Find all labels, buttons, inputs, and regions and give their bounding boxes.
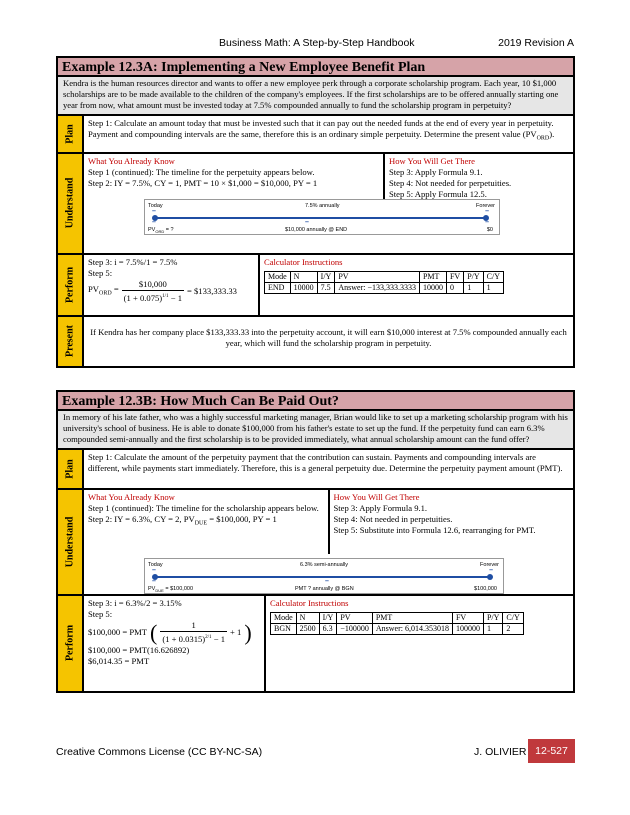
calc-val-3: Answer: −133,333.3333	[335, 282, 420, 293]
calc-val-4: 10000	[419, 282, 446, 293]
pmt-formula: $100,000 = PMT ( $\frac{1}{(1 + 0.0315)^{2/1} - 1}$ + 1 )	[88, 619, 252, 645]
calc-val-0: END	[265, 282, 291, 293]
get-step-3: Step 3: Apply Formula 9.1.	[333, 502, 428, 513]
perform-math	[84, 596, 266, 691]
perform-step-5: Step 5:	[88, 608, 113, 619]
plan-row	[58, 450, 573, 490]
get-step-5: Step 5: Substitute into Formula 12.6, rearranging for PMT.	[333, 525, 536, 536]
perform-step-3: Step 3: i = 6.3%/2 = 3.15%	[88, 597, 182, 608]
timeline-end-value: $100,000	[474, 585, 497, 592]
know-step-2: Step 2: IY = 6.3%, CY = 2, $PV_{DUE}$ = $100,000, PY = 1	[88, 514, 277, 527]
timeline-rate: 7.5% annually	[305, 203, 340, 210]
timeline-pmt: $10,000 annually @ END	[285, 227, 348, 234]
calc-val-5: 0	[446, 282, 463, 293]
calc-val-2: 6.3	[319, 623, 337, 634]
calc-val-2: 7.5	[317, 282, 335, 293]
calc-col-6: P/Y	[464, 271, 483, 282]
example-intro: Kendra is the human resources director and wants to offer a new employee perk through a corporate scholarship program. Each year, 10 $1,000 scholarships are to be made available to the children of the company's employees. If the first scholarships are to be offered annually starting one year from now, what amount must be invested today at 7.5% compounded annually to fund the scholarship program in perpetuity?	[58, 77, 573, 116]
timeline-end-dot	[487, 574, 493, 580]
calc-val-7: 2	[503, 623, 523, 634]
understand-row	[58, 490, 573, 596]
header-revision: 2019 Revision A	[498, 37, 574, 49]
calc-val-4: Answer: 6,014.353018	[372, 623, 452, 634]
understand-label: Understand	[58, 154, 84, 253]
perform-label: Perform	[58, 255, 84, 315]
perform-math	[84, 255, 260, 315]
header-title: Business Math: A Step-by-Step Handbook	[219, 37, 415, 49]
example-title: Example 12.3A: Implementing a New Employee Benefit Plan	[58, 58, 573, 77]
calc-col-2: I/Y	[317, 271, 335, 282]
timeline-end-value: $0	[486, 227, 493, 234]
calc-val-1: 10000	[290, 282, 317, 293]
calc-val-3: −100000	[337, 623, 373, 634]
example-12-3b	[56, 390, 575, 693]
page-number: 12-527	[528, 739, 575, 763]
know-column	[84, 154, 385, 203]
understand-row	[58, 154, 573, 255]
timeline-line	[155, 576, 491, 578]
calculator-column	[266, 596, 573, 691]
calc-val-7: 1	[483, 282, 503, 293]
calc-col-7: C/Y	[483, 271, 503, 282]
understand-body	[84, 490, 573, 594]
calc-col-3: PV	[335, 271, 420, 282]
calculator-table	[264, 271, 504, 294]
get-step-5: Step 5: Apply Formula 12.5.	[389, 189, 487, 200]
perform-row	[58, 255, 573, 317]
pmt-result: $6,014.35 = PMT	[88, 656, 150, 667]
know-column	[84, 490, 330, 554]
calc-col-5: FV	[452, 612, 483, 623]
timeline-b: Today 6.3% semi-annually Forever – – – – $PV_{DUE}$ = $100,000 PMT ? annually @ BGN $100,000	[144, 558, 504, 594]
timeline-line	[155, 217, 487, 219]
plan-text: Step 1: Calculate the amount of the perpetuity payment that the contribution can sustain. Payments and compounding intervals are different, while payments start immediately. Therefore, this is a general perpetuity due. Determine the perpetuity payment amount (PMT).	[88, 451, 563, 473]
footer-author: J. OLIVIER	[474, 746, 527, 758]
timeline-forever: Forever	[480, 561, 499, 568]
get-heading: How You Will Get There	[389, 155, 475, 166]
get-heading: How You Will Get There	[333, 491, 420, 502]
calculator-heading: Calculator Instructions	[264, 256, 343, 267]
know-step-2: Step 2: IY = 7.5%, CY = 1, PMT = 10 × $1,000 = $10,000, PY = 1	[88, 178, 318, 189]
timeline-rate: 6.3% semi-annually	[300, 561, 348, 568]
know-heading: What You Already Know	[88, 155, 175, 166]
example-title: Example 12.3B: How Much Can Be Paid Out?	[58, 392, 573, 411]
footer-license: Creative Commons License (CC BY-NC-SA)	[56, 746, 263, 758]
understand-body	[84, 154, 573, 253]
know-step-1: Step 1 (continued): The timeline for the perpetuity appears below.	[88, 166, 315, 177]
timeline-pv: $PV_{ORD}$ = ?	[148, 227, 174, 235]
timeline-today: Today	[148, 561, 163, 568]
timeline-forever: Forever	[476, 203, 495, 210]
calculator-heading: Calculator Instructions	[270, 597, 349, 608]
example-intro: In memory of his late father, who was a highly successful marketing manager, Brian would like to set up a marketing scholarship program with his university's school of business. He is able to donate $100,000 from his father's estate to set up the fund. If the perpetuity fund can earn 6.3% compounded semi-annually and the first scholarship is to be provided immediately, what annual scholarship amount can the fund offer?	[58, 411, 573, 450]
calc-col-2: I/Y	[319, 612, 337, 623]
calc-col-4: PMT	[372, 612, 452, 623]
get-column	[330, 490, 574, 554]
calc-col-0: Mode	[265, 271, 291, 282]
calc-val-0: BGN	[271, 623, 297, 634]
present-label: Present	[58, 317, 84, 366]
pv-result: = $133,333.33	[187, 286, 237, 297]
plan-row	[58, 116, 573, 154]
pmt-equation-2: $100,000 = PMT(16.626892)	[88, 645, 190, 656]
calc-val-6: 1	[464, 282, 483, 293]
timeline-a: Today 7.5% annually Forever – – – – – $PV_{ORD}$ = ? $10,000 annually @ END $0	[144, 199, 500, 235]
calculator-table	[270, 612, 524, 635]
perform-step-3: Step 3: i = 7.5%/1 = 7.5%	[88, 256, 178, 267]
plan-label: Plan	[58, 450, 84, 488]
timeline-pv: $PV_{DUE}$ = $100,000	[148, 585, 194, 593]
timeline-today: Today	[148, 203, 163, 210]
calc-col-1: N	[296, 612, 319, 623]
calc-val-5: 100000	[452, 623, 483, 634]
understand-label: Understand	[58, 490, 84, 594]
present-text: If Kendra has her company place $133,333.33 into the perpetuity account, it will earn $10,000 interest at 7.5% compounded annually each year, which will fund the scholarship program in perpetuity.	[90, 326, 567, 349]
calc-col-7: C/Y	[503, 612, 523, 623]
example-12-3a	[56, 56, 575, 368]
present-row	[58, 317, 573, 366]
get-step-3: Step 3: Apply Formula 9.1.	[389, 166, 483, 177]
perform-label: Perform	[58, 596, 84, 691]
timeline-pmt: PMT ? annually @ BGN	[295, 585, 354, 592]
calc-val-6: 1	[483, 623, 502, 634]
perform-step-5: Step 5:	[88, 267, 113, 278]
know-step-1: Step 1 (continued): The timeline for the scholarship appears below.	[88, 502, 319, 513]
plan-label: Plan	[58, 116, 84, 152]
get-step-4: Step 4: Not needed for perpetuities.	[389, 178, 512, 189]
calculator-column	[260, 255, 573, 315]
calc-col-0: Mode	[271, 612, 297, 623]
get-step-4: Step 4: Not needed in perpetuities.	[333, 514, 453, 525]
plan-text: Step 1: Calculate an amount today that must be invested such that it can pay out the needed funds at the end of every year in perpetuity. Payment and compounding intervals are the same, therefore this is an ordinary simple perpetuity. Determine the present value $(PV_{ORD})$.	[88, 117, 555, 142]
calc-val-1: 2500	[296, 623, 319, 634]
calc-col-3: PV	[337, 612, 373, 623]
get-column	[385, 154, 573, 203]
calc-col-6: P/Y	[483, 612, 502, 623]
know-heading: What You Already Know	[88, 491, 175, 502]
calc-col-5: FV	[446, 271, 463, 282]
perform-row	[58, 596, 573, 691]
calc-col-1: N	[290, 271, 317, 282]
pv-formula: $PV_{ORD}$ = $\frac{\$10,000}{(1 + 0.075)^{1/1} - 1}$ = $133,333.33	[88, 279, 237, 304]
calc-col-4: PMT	[419, 271, 446, 282]
